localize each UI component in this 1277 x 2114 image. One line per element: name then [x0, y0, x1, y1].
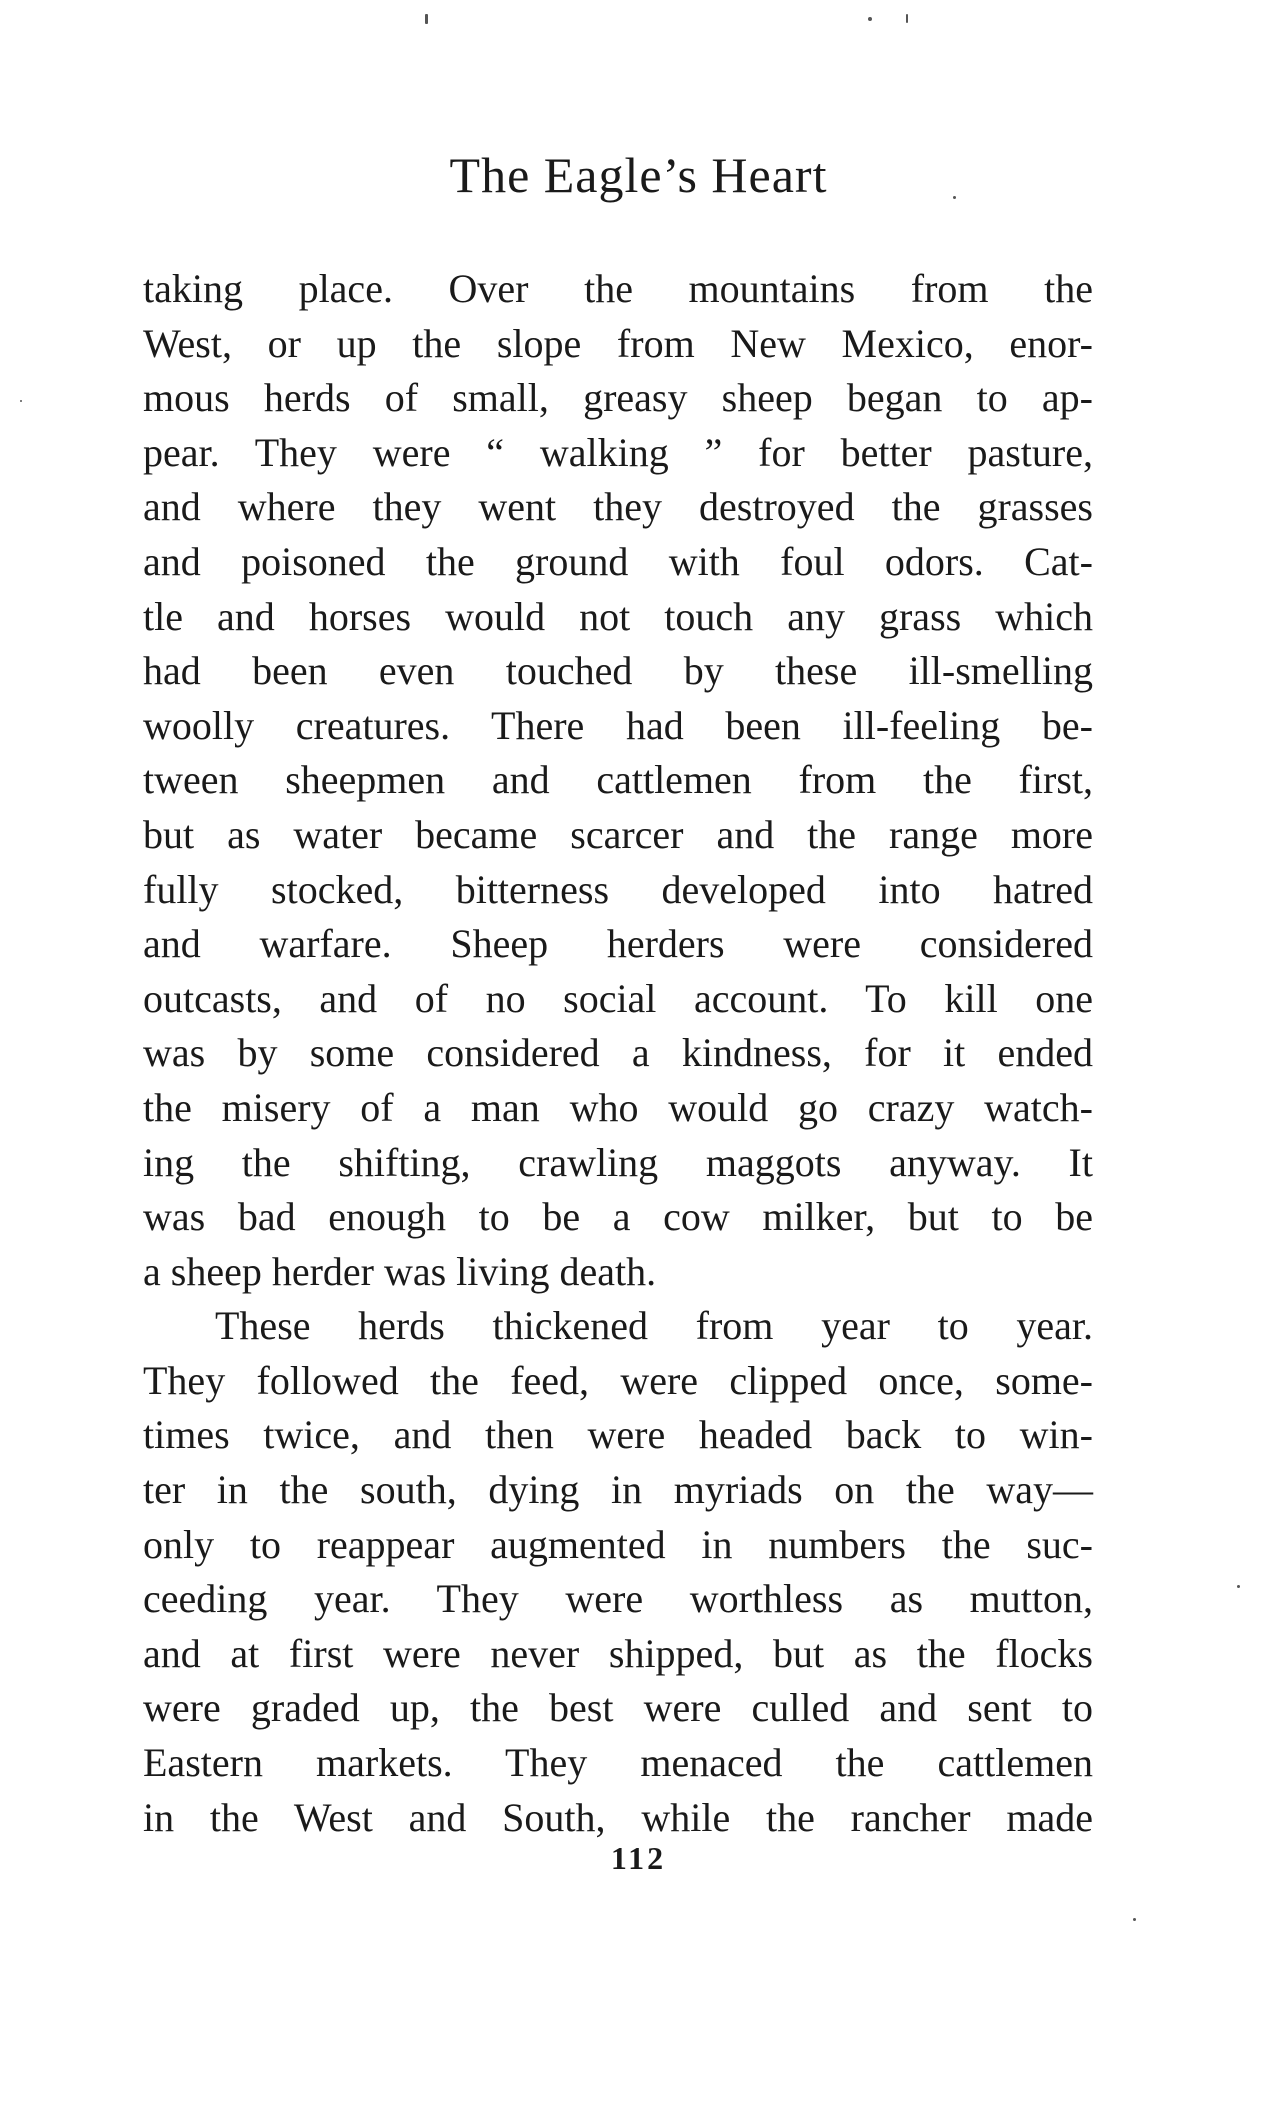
- text-line: was by some considered a kindness, for it ended: [143, 1030, 1093, 1076]
- text-line: pear. They were “ walking ” for better pasture,: [143, 429, 1093, 475]
- scan-speck: [1133, 1918, 1136, 1921]
- text-line: in the West and South, while the rancher made: [143, 1794, 1093, 1840]
- text-line: the misery of a man who would go crazy watch-: [143, 1084, 1093, 1130]
- text-line: tle and horses would not touch any grass which: [143, 593, 1093, 639]
- text-line: and at first were never shipped, but as the flocks: [143, 1630, 1093, 1676]
- text-line: Eastern markets. They menaced the cattlemen: [143, 1740, 1093, 1786]
- text-line: outcasts, and of no social account. To kill one: [143, 975, 1093, 1021]
- text-line: was bad enough to be a cow milker, but to be: [143, 1194, 1093, 1240]
- scan-speck: [1237, 1585, 1240, 1588]
- scan-speck: [20, 400, 22, 402]
- text-line: were graded up, the best were culled and sent to: [143, 1685, 1093, 1731]
- text-line: West, or up the slope from New Mexico, enor-: [143, 320, 1093, 366]
- scan-speck: [868, 17, 872, 21]
- text-line: taking place. Over the mountains from the: [143, 266, 1093, 311]
- text-line: woolly creatures. There had been ill-feeling be-: [143, 702, 1093, 748]
- text-line: and poisoned the ground with foul odors. Cat-: [143, 538, 1093, 584]
- scan-speck: [425, 14, 428, 24]
- text-line: ceeding year. They were worthless as mutton,: [143, 1576, 1093, 1622]
- text-line-paragraph-start: These herds thickened from year to year.: [215, 1303, 1093, 1349]
- text-line: had been even touched by these ill-smelling: [143, 648, 1093, 694]
- text-line: times twice, and then were headed back to win-: [143, 1412, 1093, 1458]
- text-line: fully stocked, bitterness developed into hatred: [143, 866, 1093, 912]
- text-line-paragraph-end: a sheep herder was living death.: [143, 1248, 657, 1294]
- text-line: ter in the south, dying in myriads on the way—: [143, 1467, 1093, 1513]
- text-line: only to reappear augmented in numbers the suc-: [143, 1521, 1093, 1567]
- text-line: tween sheepmen and cattlemen from the first,: [143, 757, 1093, 803]
- text-line: and where they went they destroyed the grasses: [143, 484, 1093, 530]
- scan-speck: [906, 14, 908, 23]
- text-line: ing the shifting, crawling maggots anyway. It: [143, 1139, 1093, 1185]
- page-number: 112: [610, 1840, 667, 1876]
- text-line: and warfare. Sheep herders were considered: [143, 921, 1093, 967]
- running-head-title: The Eagle’s Heart: [449, 147, 828, 203]
- scan-speck: [953, 196, 956, 199]
- text-line: They followed the feed, were clipped once, some-: [143, 1357, 1093, 1403]
- text-line: mous herds of small, greasy sheep began to ap-: [143, 375, 1093, 421]
- text-line: but as water became scarcer and the range more: [143, 811, 1093, 857]
- body-text: [143, 262, 1093, 1845]
